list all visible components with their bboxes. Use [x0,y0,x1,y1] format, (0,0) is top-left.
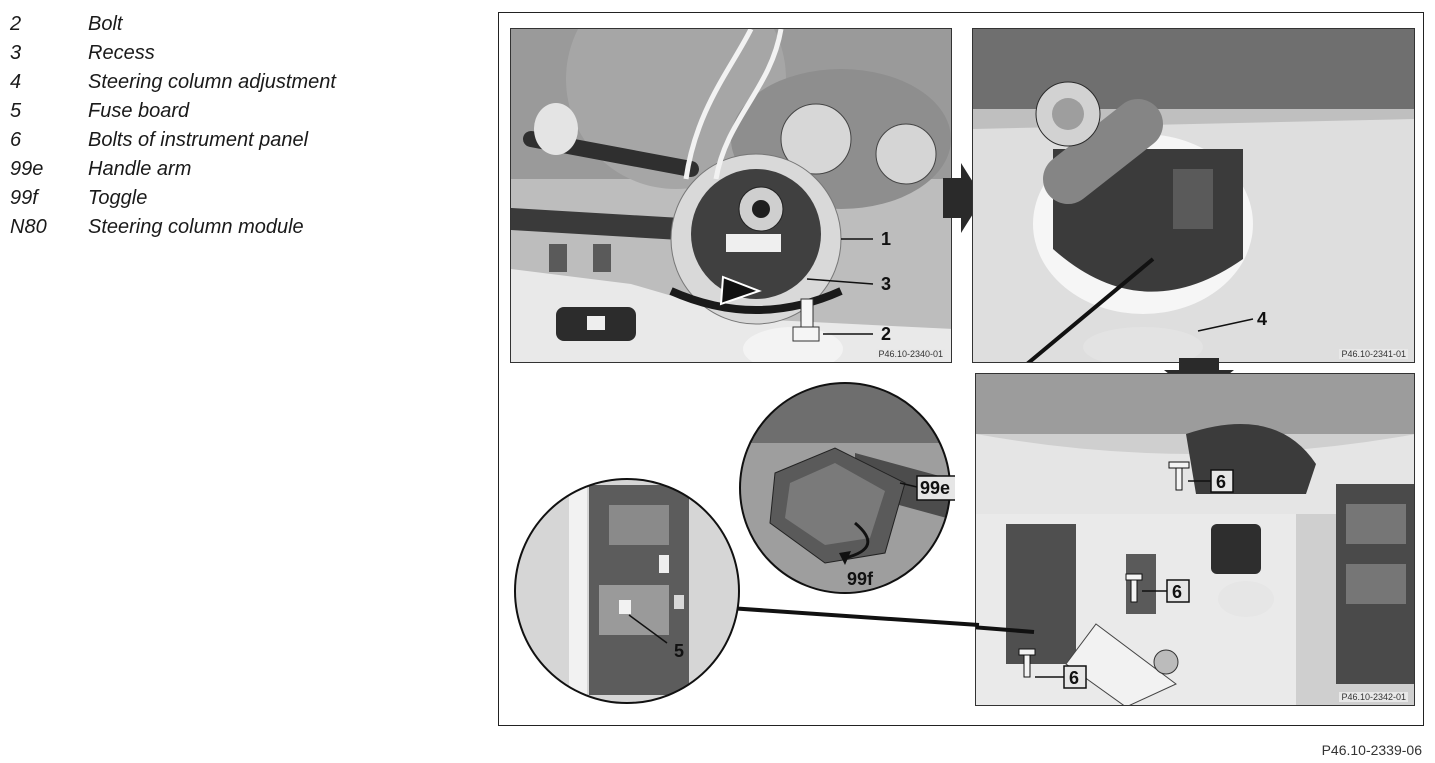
zoom-circle-handle [735,373,955,603]
legend-row [10,155,336,184]
legend-desc: Handle arm [88,158,192,180]
photo-instrument-panel-bolts [975,373,1415,706]
steering-column-removed-illustration [973,29,1415,363]
callout-6: 6 [1172,582,1183,602]
callout-1: 1 [881,229,892,249]
legend-desc: Toggle [88,187,148,209]
legend-desc: Bolt [88,13,123,35]
legend-desc: Steering column module [88,216,304,238]
instrument-panel-illustration [976,374,1415,706]
legend-code: 4 [10,71,22,93]
zoom-circle-fuse [509,475,749,711]
callout-2: 2 [881,324,892,344]
legend-row [10,184,336,213]
legend-desc: Fuse board [88,100,190,122]
callout-4: 4 [1257,309,1268,329]
legend-code: 6 [10,129,22,151]
legend-code: 2 [10,13,22,35]
photo-steering-column [510,28,952,363]
legend-desc: Recess [88,42,155,64]
legend-row [10,10,336,39]
callout-5: 5 [674,641,685,661]
legend-desc: Steering column adjustment [88,71,336,93]
legend-desc: Bolts of instrument panel [88,129,309,151]
legend-code: 3 [10,42,22,64]
figure-reference: P46.10-2339-06 [1321,742,1422,758]
legend-row [10,39,336,68]
steering-column-illustration [511,29,952,363]
photo-id: P46.10-2342-01 [1341,692,1406,702]
legend-code: N80 [10,216,47,238]
callout-99f: 99f [847,569,874,589]
legend [10,10,336,242]
leader-line [729,603,989,633]
callout-3: 3 [881,274,892,294]
callout-6: 6 [1216,472,1227,492]
legend-row [10,126,336,155]
legend-code: 99e [10,158,44,180]
legend-row [10,68,336,97]
figure-frame [498,12,1424,726]
callout-6: 6 [1069,668,1080,688]
callout-99e: 99e [920,478,951,498]
photo-id: P46.10-2341-01 [1341,349,1406,359]
legend-row [10,97,336,126]
legend-code: 99f [10,187,38,209]
legend-code: 5 [10,100,22,122]
legend-row [10,213,336,242]
photo-steering-column-panel-removed [972,28,1415,363]
photo-id: P46.10-2340-01 [878,349,943,359]
